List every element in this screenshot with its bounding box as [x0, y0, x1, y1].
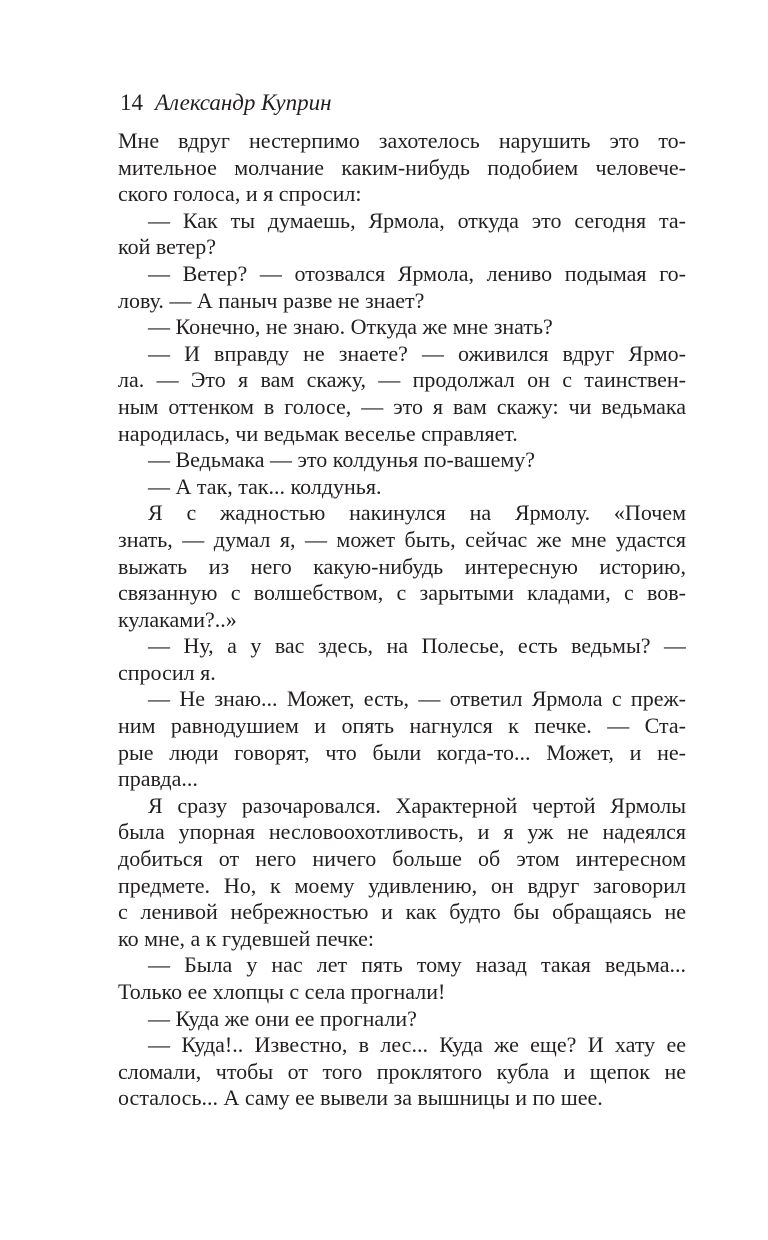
text-line: связанную с волшебством, с зарытыми кладами, с вов-	[118, 580, 686, 606]
text-line: рые люди говорят, что были когда-то... Может, и не-	[118, 739, 686, 765]
text-line: ла. — Это я вам скажу, — продолжал он с таинствен-	[118, 367, 686, 393]
text-line: правда...	[118, 766, 198, 792]
text-line: кой ветер?	[118, 234, 217, 260]
text-line: — Куда!.. Известно, в лес... Куда же еще? И хату ее	[148, 1032, 686, 1058]
text-line: была упорная несловоохотливость, и я уж не надеялся	[118, 819, 686, 845]
text-line: сломали, чтобы от того проклятого кубла и щепок не	[118, 1058, 686, 1084]
text-line: лову. — А паныч разве не знает?	[118, 287, 425, 313]
text-line: — И вправду не знаете? — оживился вдруг Ярмо-	[148, 340, 686, 366]
text-line: Мне вдруг нестерпимо захотелось нарушить это то-	[118, 128, 686, 153]
body-text	[118, 128, 686, 1112]
text-line: — Была у нас лет пять тому назад такая ведьма...	[148, 952, 686, 978]
text-line: Только ее хлопцы с села прогнали!	[118, 979, 446, 1004]
running-head-author: Александр Куприн	[155, 90, 332, 115]
text-line: знать, — думал я, — может быть, сейчас же мне удастся	[118, 526, 686, 552]
text-line: ского голоса, и я спросил:	[118, 181, 362, 207]
text-line: с ленивой небрежностью и как будто бы обращаясь не	[118, 899, 686, 925]
text-line: ним равнодушием и опять нагнулся к печке. — Ста-	[118, 713, 686, 739]
page-number: 14	[120, 90, 143, 115]
text-line: — Ну, а у вас здесь, на Полесье, есть ведьмы? —	[148, 633, 686, 659]
text-line: Я с жадностью накинулся на Ярмолу. «Почем	[148, 500, 686, 526]
text-line: осталось... А саму ее вывели за вышницы и по шее.	[118, 1085, 603, 1111]
text-line: — Не знаю... Может, есть, — ответил Ярмола с преж-	[148, 686, 686, 712]
running-head	[120, 88, 690, 118]
text-line: — Куда же они ее прогнали?	[148, 1005, 417, 1031]
text-line: добиться от него ничего больше об этом интересном	[118, 846, 686, 872]
text-line: — А так, так... колдунья.	[148, 473, 382, 499]
text-line: народилась, чи ведьмак веселье справляет.	[118, 420, 518, 446]
text-line: мительное молчание каким-нибудь подобием человече-	[118, 154, 686, 180]
text-line: предмете. Но, к моему удивлению, он вдруг заговорил	[118, 872, 686, 898]
text-line: кулаками?..»	[118, 606, 237, 632]
text-line: ным оттенком в голосе, — это я вам скажу: чи ведьмака	[118, 393, 686, 419]
text-line: ко мне, а к гудевшей печке:	[118, 925, 375, 951]
text-line: — Ветер? — отозвался Ярмола, лениво подымая го-	[148, 260, 686, 286]
text-line: выжать из него какую-нибудь интересную историю,	[118, 553, 686, 579]
text-line: спросил я.	[118, 659, 216, 685]
text-line: — Конечно, не знаю. Откуда же мне знать?	[148, 314, 553, 340]
text-line: Я сразу разочаровался. Характерной чертой Ярмолы	[148, 792, 686, 818]
text-line: — Как ты думаешь, Ярмола, откуда это сегодня та-	[148, 207, 686, 233]
text-line: — Ведьмака — это колдунья по-вашему?	[148, 447, 536, 473]
